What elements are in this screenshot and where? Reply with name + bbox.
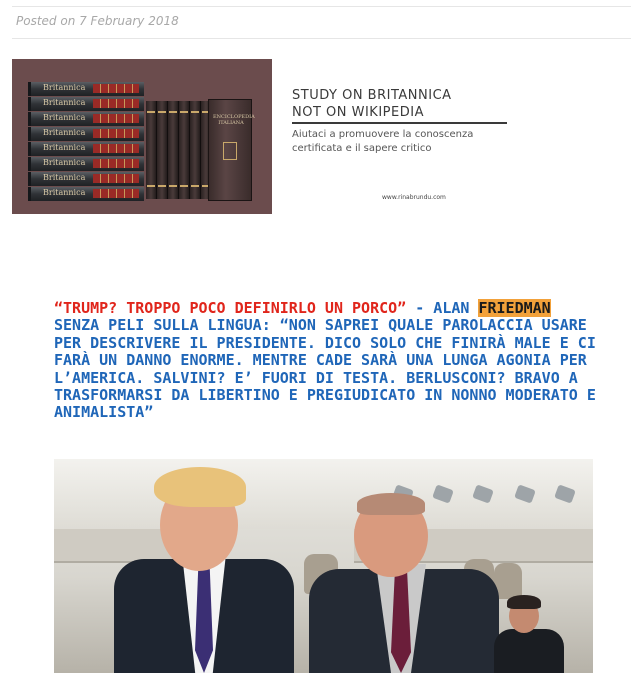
book-spine: Britannica <box>28 97 144 111</box>
book-spine: Britannica <box>28 187 144 201</box>
meta-divider <box>12 38 631 39</box>
banner-books-panel <box>12 59 272 214</box>
article-headline[interactable] <box>54 300 604 422</box>
banner-title: STUDY ON BRITANNICA NOT ON WIKIPEDIA <box>292 88 452 120</box>
emblem-icon <box>223 142 237 160</box>
headline-connector: - ALAN <box>406 299 479 317</box>
britannica-books-stack <box>28 82 144 202</box>
enciclopedia-italiana-book: ENCICLOPEDIA ITALIANA <box>208 99 252 201</box>
banner-divider <box>292 122 507 124</box>
article-photo[interactable] <box>54 459 593 673</box>
headline-quote: “TRUMP? TROPPO POCO DEFINIRLO UN PORCO” <box>54 299 407 317</box>
book-spine: Britannica <box>28 112 144 126</box>
top-divider <box>12 6 631 7</box>
banner-url: www.rinabrundu.com <box>382 194 446 201</box>
cabin-ceiling <box>54 459 593 529</box>
headline-body: SENZA PELI SULLA LINGUA: “NON SAPREI QUALE PAROLACCIA USARE PER DESCRIVERE IL PRESIDENTE. DICO SOLO CHE FINIRÀ MALE E CI FARÀ UN DANNO ENORME. MENTRE CADE SARÀ UNA LUNGA AGONIA PER L’AMERICA. SALVINI? E’ FUORI DI TESTA. BERLUSCONI? BRAVO A TRASFORMARSI DA LIBERTINO E PREGIUDICATO IN NONNO MODERATO E ANIMALISTA” <box>54 316 596 422</box>
highlighted-name: FRIEDMAN <box>478 299 551 317</box>
post-date: Posted on 7 February 2018 <box>16 14 179 28</box>
banner-subtitle: Aiutaci a promuovere la conoscenza certificata e il sapere critico <box>292 129 474 154</box>
britannica-banner[interactable] <box>12 59 625 214</box>
book-spine: Britannica <box>28 172 144 186</box>
book-spine: Britannica <box>28 127 144 141</box>
book-spine: Britannica <box>28 82 144 96</box>
book-spine: Britannica <box>28 157 144 171</box>
book-spine: Britannica <box>28 142 144 156</box>
